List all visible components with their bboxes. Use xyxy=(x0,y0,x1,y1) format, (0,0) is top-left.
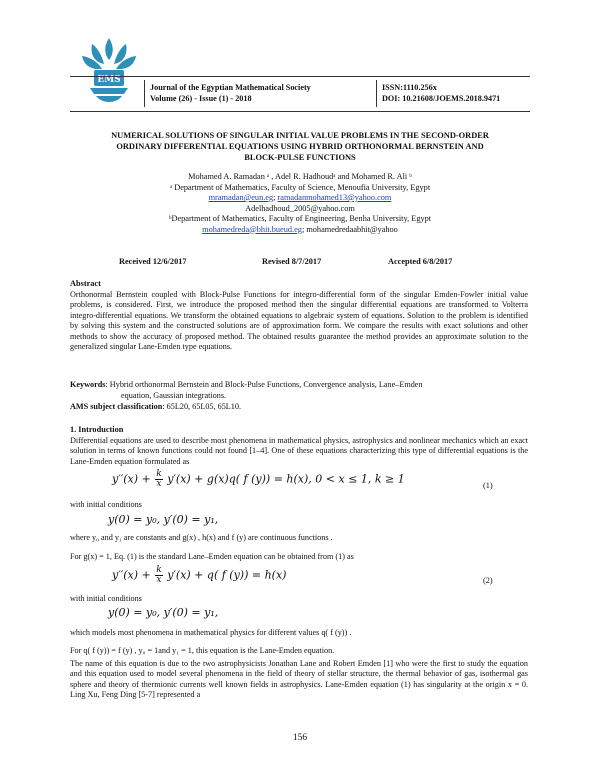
affiliation-b: ᵇDepartment of Mathematics, Faculty of Engineering, Benha University, Egypt xyxy=(168,214,432,223)
equation-2 xyxy=(112,566,286,585)
initial-conditions-1: y(0) = y₀, y′(0) = y₁, xyxy=(108,513,219,526)
email-text: ; mohamedredaabhit@yahoo xyxy=(301,224,398,234)
fraction-denominator: x xyxy=(156,575,162,585)
models-text: which models most phenomena in mathematical physics for different values q( f (y)) . xyxy=(70,628,352,637)
for-q-text: For q( f (y)) = f (y) , y₀ = 1and y₁ = 1, this equation is the Lane-Emden equation. xyxy=(70,646,335,655)
email-a3: Adelhadhoud_2005@yahoo.com xyxy=(245,203,355,213)
ams-line xyxy=(70,402,241,412)
initial-conditions-2: y(0) = y₀, y′(0) = y₁, xyxy=(108,606,219,619)
email-link[interactable]: mramadan@eun.eg xyxy=(208,193,274,202)
equation-2-number: (2) xyxy=(483,576,493,585)
abstract-text: Orthonormal Bernstein coupled with Block-Pulse Functions for integro-differential form of the singular Emden-Fowler initial value problems, is considered. First, we introduce the proposed method then the singular differential equations are transformed to Volterra integro-differential equations. We transform the obtained equations to algebraic system of equations. Solution to the problem is identified by solving this system and the constructed solutions are of approximation form. We compare the results with exact solutions and other methods to show the accuracy of proposed method. The obtained results guarantee the method provides an approximate solution to the generalized singular Lane-Emden type equations. xyxy=(70,290,528,352)
revised-date: Revised 8/7/2017 xyxy=(262,257,322,266)
initial-conditions-label-2: with initial conditions xyxy=(70,594,142,603)
page-number: 156 xyxy=(292,733,308,743)
volume-issue: Volume (26) - Issue (1) - 2018 xyxy=(150,94,252,103)
intro-paragraph-1: Differential equations are used to describe most phenomena in mathematical physics, astrophysics and nonlinear mechanics which an exact solution in terms of known functions could not found [1–4]. One of these equations characterizing this type of differential equations is the Lane-Emden equation formulated as xyxy=(70,436,528,466)
doi: DOI: 10.21608/JOEMS.2018.9471 xyxy=(382,94,501,103)
equation-1-number: (1) xyxy=(483,481,493,490)
title-line-1: NUMERICAL SOLUTIONS OF SINGULAR INITIAL VALUE PROBLEMS IN THE SECOND-ORDER xyxy=(111,131,489,140)
email-separator: ; xyxy=(273,193,278,202)
journal-ids xyxy=(382,82,500,104)
eq1-fraction xyxy=(155,470,162,489)
paper-title xyxy=(70,130,530,163)
intro-paragraph-2: The name of this equation is due to the two astrophysicists Jonathan Lane and Robert Emden [1] who were the first to study the equation and this equation used to model several phenomena in the field of theory of stellar structure, the thermal behavior of gas, isothermal gas sphere and theory of thermionic currents well known fields in astrophysics. Lane-Emden equation (1) has singularity at the origin x = 0. Ling Xu, Feng Ding [5-7] represented a xyxy=(70,659,528,700)
issn: ISSN:1110.256x xyxy=(382,83,437,92)
authors-block xyxy=(70,172,530,235)
email-link[interactable]: mohamedreda@bhit.bueud.eg xyxy=(202,224,302,234)
journal-info xyxy=(150,82,311,104)
initial-conditions-label: with initial conditions xyxy=(70,500,142,509)
fraction-denominator: x xyxy=(156,479,162,489)
eq2-left: y′′(x) + xyxy=(112,568,151,582)
received-date: Received 12/6/2017 xyxy=(119,257,187,266)
title-line-2: ORDINARY DIFFERENTIAL EQUATIONS USING HYBRID ORTHONORMAL BERNSTEIN AND xyxy=(116,142,484,151)
svg-text:EMS: EMS xyxy=(97,75,121,85)
equation-1 xyxy=(112,470,405,489)
affiliation-a: ᵃ Department of Mathematics, Faculty of Science, Menoufia University, Egypt xyxy=(169,182,431,192)
header-divider-left xyxy=(144,80,145,107)
email-link[interactable]: ramadanmohamed13@yahoo.com xyxy=(277,193,392,202)
ams-text: : 65L20, 65L05, 65L10. xyxy=(162,402,242,411)
eq2-right: y′(x) + q( f (y)) = h(x) xyxy=(167,568,287,582)
header-top-rule xyxy=(70,76,530,77)
intro-heading: 1. Introduction xyxy=(70,425,124,434)
header-bottom-rule xyxy=(70,111,530,112)
accepted-date: Accepted 6/8/2017 xyxy=(388,257,453,266)
keywords-label: Keywords xyxy=(70,380,106,389)
fraction-numerator: k xyxy=(156,469,162,479)
title-line-3: BLOCK-PULSE FUNCTIONS xyxy=(244,153,356,162)
journal-logo-icon xyxy=(80,36,138,106)
for-g-text: For g(x) = 1, Eq. (1) is the standard Lane–Emden equation can be obtained from (1) as xyxy=(70,552,354,561)
author-names: Mohamed A. Ramadan ᵃ , Adel R. Hadhoudᵃ and Mohamed R. Ali ᵇ xyxy=(188,172,412,181)
fraction-numerator: k xyxy=(156,565,162,575)
eq1-right: y′(x) + g(x)q( f (y)) = h(x), 0 < x ≤ 1, k ≥ 1 xyxy=(167,472,405,486)
ams-label: AMS subject classification xyxy=(70,402,163,411)
where-text: where y₀ and y₁ are constants and g(x) , h(x) and f (y) are continuous functions . xyxy=(70,533,333,542)
emails-a xyxy=(70,193,530,204)
header-divider-right xyxy=(376,80,377,107)
emails-b xyxy=(70,225,530,236)
abstract-heading: Abstract xyxy=(70,279,101,288)
eq2-fraction xyxy=(155,566,162,585)
eq1-left: y′′(x) + xyxy=(112,472,151,486)
keywords-line-2: equation, Gaussian integrations. xyxy=(121,391,227,400)
journal-name: Journal of the Egyptian Mathematical Society xyxy=(150,83,311,92)
keywords-text: : Hybrid orthonormal Bernstein and Block-Pulse Functions, Convergence analysis, Lane–Emden xyxy=(105,380,423,389)
keywords-line xyxy=(70,380,423,390)
